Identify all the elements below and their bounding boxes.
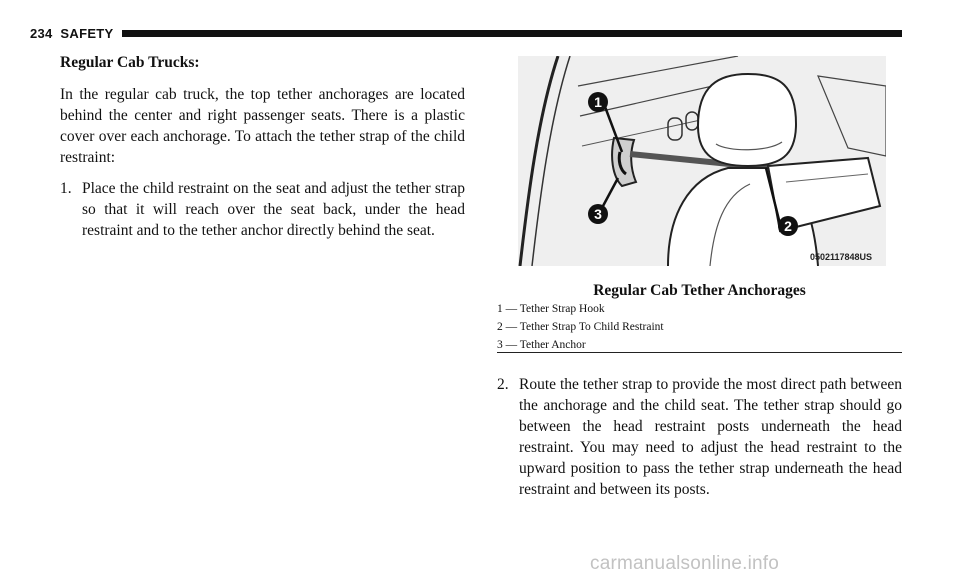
page-header — [30, 24, 902, 42]
image-code: 0502117848US — [810, 252, 873, 262]
legend-item: 3 — Tether Anchor — [497, 339, 586, 351]
page-number-and-section — [30, 26, 114, 41]
step-1 — [60, 178, 465, 241]
callout-3: 3 — [594, 206, 602, 222]
step-2-number: 2. — [497, 376, 509, 393]
section-heading: Regular Cab Trucks: — [60, 54, 200, 71]
watermark: carmanualsonline.info — [590, 553, 780, 574]
intro-paragraph: In the regular cab truck, the top tether anchorages are located behind the center and right passenger seats. There is a plastic cover over each anchorage. To attach the tether strap of the child restraint: — [60, 86, 465, 166]
tether-anchorage-illustration — [518, 56, 886, 266]
step-2-text: Route the tether strap to provide the most direct path between the anchorage and the child seat. The tether strap should go between the head restraint posts underneath the head restraint. You may need to adjust the head restraint to the upward position to pass the tether strap underneath the head restraint and between its posts. — [519, 376, 902, 498]
callout-2: 2 — [784, 218, 792, 234]
figure-legend — [497, 300, 902, 354]
section-title: SAFETY — [60, 25, 114, 41]
step-1-number: 1. — [60, 180, 72, 197]
legend-divider — [497, 352, 902, 353]
figure-caption: Regular Cab Tether Anchorages — [593, 282, 806, 299]
callout-1: 1 — [594, 94, 602, 110]
left-column — [60, 52, 465, 241]
header-rule — [122, 30, 902, 37]
right-column — [497, 374, 902, 500]
legend-item: 2 — Tether Strap To Child Restraint — [497, 321, 664, 333]
page-number: 234 — [30, 25, 53, 41]
step-2 — [497, 374, 902, 500]
legend-item: 1 — Tether Strap Hook — [497, 303, 605, 315]
step-1-text: Place the child restraint on the seat and adjust the tether strap so that it will reach over the seat back, under the head restraint and to the tether anchor directly behind the seat. — [82, 180, 465, 239]
